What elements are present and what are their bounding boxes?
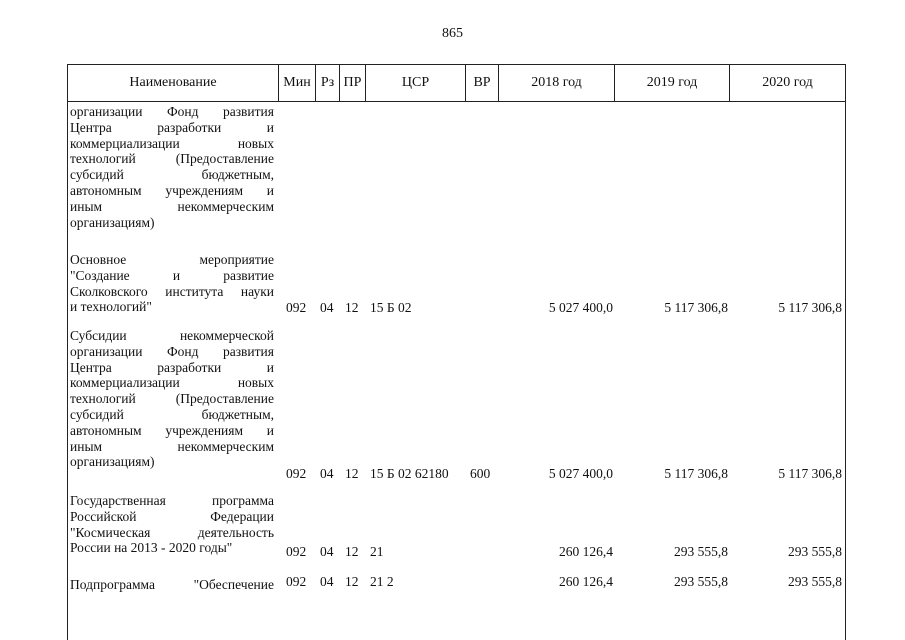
cell-2018: 5 027 400,0 — [548, 466, 613, 481]
row-name — [70, 104, 274, 230]
name-line: Центра разработки и — [70, 359, 274, 375]
page-number: 865 — [442, 26, 463, 41]
name-line: организациям) — [70, 454, 155, 470]
name-line: Центра разработки и — [70, 119, 274, 135]
cell-csr: 21 2 — [370, 574, 394, 589]
name-line: организации Фонд развития — [70, 104, 274, 119]
cell-2019: 293 555,8 — [674, 544, 728, 559]
name-line: России на 2013 - 2020 годы" — [70, 540, 233, 556]
cell-2020: 293 555,8 — [788, 544, 842, 559]
header-2019: 2019 год — [615, 65, 730, 101]
cell-min: 092 — [286, 300, 307, 315]
cell-rz: 04 — [320, 544, 334, 559]
name-line: Основное мероприятие — [70, 252, 274, 267]
row-name — [70, 577, 274, 593]
name-line: коммерциализации новых — [70, 375, 274, 391]
cell-2020: 5 117 306,8 — [778, 466, 842, 481]
cell-2020: 5 117 306,8 — [778, 300, 842, 315]
cell-pr: 12 — [345, 300, 359, 315]
name-line: технологий (Предоставление — [70, 151, 274, 167]
name-line: субсидий бюджетным, — [70, 167, 274, 183]
cell-csr: 15 Б 02 — [370, 300, 412, 315]
name-line: "Космическая деятельность — [70, 524, 274, 540]
cell-min: 092 — [286, 574, 307, 589]
table-header — [67, 64, 846, 102]
name-line: автономным учреждениям и — [70, 422, 274, 438]
cell-min: 092 — [286, 466, 307, 481]
header-csr: ЦСР — [366, 65, 466, 101]
row-name — [70, 328, 274, 470]
cell-csr: 21 — [370, 544, 384, 559]
cell-2018: 260 126,4 — [559, 544, 613, 559]
cell-csr: 15 Б 02 62180 — [370, 466, 449, 481]
cell-2018: 5 027 400,0 — [548, 300, 613, 315]
header-vr: ВР — [466, 65, 499, 101]
header-pr: ПР — [340, 65, 366, 101]
cell-pr: 12 — [345, 466, 359, 481]
name-line: Субсидии некоммерческой — [70, 328, 274, 343]
row-name — [70, 493, 274, 556]
cell-2019: 5 117 306,8 — [664, 466, 728, 481]
name-line: Российской Федерации — [70, 508, 274, 524]
name-line: иным некоммерческим — [70, 198, 274, 214]
name-line: коммерциализации новых — [70, 135, 274, 151]
name-line: технологий (Предоставление — [70, 391, 274, 407]
cell-pr: 12 — [345, 574, 359, 589]
header-2018: 2018 год — [499, 65, 615, 101]
cell-2019: 5 117 306,8 — [664, 300, 728, 315]
cell-rz: 04 — [320, 300, 334, 315]
cell-2019: 293 555,8 — [674, 574, 728, 589]
cell-2018: 260 126,4 — [559, 574, 613, 589]
name-line: автономным учреждениям и — [70, 182, 274, 198]
cell-pr: 12 — [345, 544, 359, 559]
header-rz: Рз — [316, 65, 340, 101]
name-line: субсидий бюджетным, — [70, 406, 274, 422]
name-line: организации Фонд развития — [70, 343, 274, 359]
header-name: Наименование — [68, 65, 279, 101]
header-2020: 2020 год — [762, 75, 813, 90]
name-line: Подпрограмма "Обеспечение — [70, 577, 274, 592]
cell-min: 092 — [286, 544, 307, 559]
name-line: Государственная программа — [70, 493, 274, 508]
row-name — [70, 252, 274, 315]
header-min: Мин — [279, 65, 316, 101]
name-line: Сколковского института науки — [70, 283, 274, 299]
cell-2020: 293 555,8 — [788, 574, 842, 589]
name-line: "Создание и развитие — [70, 267, 274, 283]
name-line: иным некоммерческим — [70, 438, 274, 454]
name-line: и технологий" — [70, 299, 152, 315]
table-body — [67, 102, 846, 640]
cell-rz: 04 — [320, 574, 334, 589]
cell-vr: 600 — [470, 466, 491, 481]
cell-rz: 04 — [320, 466, 334, 481]
name-line: организациям) — [70, 214, 155, 230]
